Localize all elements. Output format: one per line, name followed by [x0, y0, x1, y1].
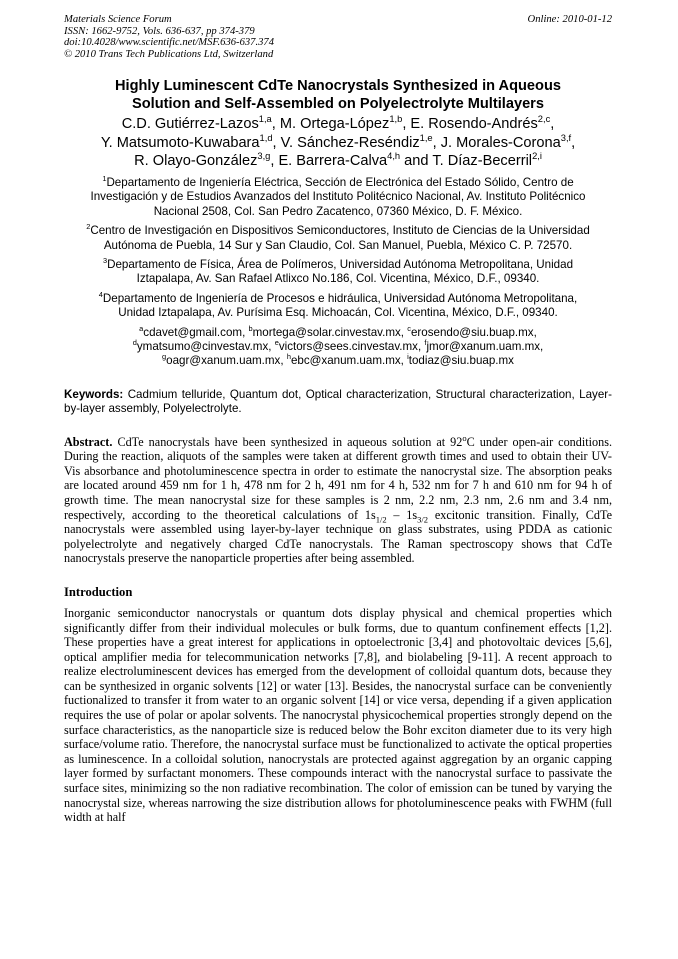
email-address: jmor@xanum.uam.mx, [426, 339, 544, 353]
author-separator: , [571, 134, 576, 151]
affiliation-line [64, 258, 612, 272]
author-list [64, 115, 612, 171]
author-affiliation-mark: 1,d [259, 133, 273, 144]
email-address: erosendo@siu.buap.mx, [410, 325, 537, 339]
author-affiliation-mark: 1,e [419, 133, 433, 144]
author-name: Y. Matsumoto-Kuwabara [100, 134, 260, 151]
affiliation-1 [64, 176, 612, 219]
author-separator: , [271, 116, 280, 133]
author-affiliation-mark: 2,i [532, 151, 542, 162]
author-line [64, 134, 612, 153]
email-address: victors@sees.cinvestav.mx [278, 339, 418, 353]
abstract-text: excitonic transition. Finally, CdTe nanocrystals were assembled using layer-by-layer technique on glass substrates, using PDDA as cationic polyelectrolyte and negatively charged CdTe nanocrystals. The Raman spectroscopy shows that CdTe nanocrystals preserve the nanoparticle properties after being assembled. [64, 507, 612, 566]
author-affiliation-mark: 2,c [537, 114, 551, 125]
author-name: E. Rosendo-Andrés [410, 116, 538, 133]
affiliation-mark: 2 [86, 222, 91, 232]
email-separator: , [400, 325, 408, 339]
journal-doi: doi:10.4028/www.scientific.net/MSF.636-637.374 [64, 37, 274, 49]
keywords-label: Keywords: [64, 387, 124, 401]
email-address: cdavet@gmail.com [143, 325, 243, 339]
paper-title-line: Solution and Self-Assembled on Polyelectrolyte Multilayers [132, 96, 544, 113]
affiliation-line: Iztapalapa, Av. San Rafael Atlixco No.186, Col. Vicentina, México, D.F., 09340. [136, 272, 540, 286]
author-affiliation-mark: 4,h [387, 151, 401, 162]
email-mark: a [139, 323, 144, 333]
email-address: mortega@solar.cinvestav.mx [252, 325, 401, 339]
affiliation-mark: 4 [98, 289, 103, 299]
email-address: todiaz@siu.buap.mx [408, 354, 514, 368]
author-separator: , [270, 153, 279, 170]
abstract [64, 432, 613, 566]
author-separator: , [272, 134, 281, 151]
email-line [64, 354, 612, 368]
affiliation-3 [64, 258, 612, 287]
email-separator: , [417, 339, 425, 353]
author-separator: and [400, 153, 433, 170]
affiliation-text: Centro de Investigación en Dispositivos Semiconductores, Instituto de Ciencias de la Universidad [90, 224, 590, 238]
affiliation-line: Investigación y de Estudios Avanzados del Instituto Politécnico Nacional, Av. Instituto Politécnico [90, 190, 586, 204]
email-address: ebc@xanum.uam.mx [290, 354, 401, 368]
journal-name: Materials Science Forum [64, 14, 172, 25]
affiliation-text: Departamento de Ingeniería de Procesos e hidráulica, Universidad Autónoma Metropolitana, [102, 291, 578, 305]
email-mark: f [424, 338, 427, 348]
author-name: E. Barrera-Calva [278, 153, 388, 170]
affiliation-line: Nacional 2508, Col. San Pedro Zacatenco, 07360 México, D. F. México. [153, 204, 523, 218]
email-mark: i [407, 352, 409, 362]
author-separator: , [432, 134, 441, 151]
journal-issn: ISSN: 1662-9752, Vols. 636-637, pp 374-379 [64, 25, 255, 37]
subscript: 1/2 [375, 513, 387, 524]
email-separator: , [242, 325, 249, 339]
keywords-text: Cadmium telluride, Quantum dot, Optical characterization, Structural characterization, Layer-by-layer assembly, Polyelectrolyte. [64, 387, 612, 416]
abstract-text: – 1s [386, 507, 418, 522]
journal-header [64, 14, 612, 60]
affiliation-line [64, 176, 612, 190]
email-mark: h [286, 352, 291, 362]
paper-title-line: Highly Luminescent CdTe Nanocrystals Synthesized in Aqueous [114, 78, 561, 95]
affiliation-line: Autónoma de Puebla, 14 Sur y San Claudio, Col. San Manuel, Puebla, México C. P. 72570. [103, 238, 573, 252]
author-line [64, 115, 612, 134]
journal-copyright: © 2010 Trans Tech Publications Ltd, Switzerland [64, 48, 274, 60]
author-affiliation-mark: 1,a [258, 114, 272, 125]
author-separator: , [402, 116, 411, 133]
email-mark: b [248, 323, 253, 333]
abstract-label: Abstract. [64, 434, 113, 449]
author-name: V. Sánchez-Reséndiz [280, 134, 420, 151]
email-mark: c [407, 323, 411, 333]
author-emails [64, 323, 612, 369]
keywords [64, 388, 612, 417]
email-address: oagr@xanum.uam.mx [166, 354, 281, 368]
online-date: Online: 2010-01-12 [527, 14, 612, 25]
email-address: ymatsumo@cinvestav.mx [136, 339, 269, 353]
author-name: M. Ortega-López [279, 116, 390, 133]
affiliation-line: Unidad Iztapalapa, Av. Purísima Esq. Michoacán, Col. Vicentina, México, D.F., 09340. [118, 306, 558, 320]
degree-mark: o [462, 432, 467, 443]
author-name: R. Olayo-González [134, 153, 258, 170]
email-mark: g [162, 352, 167, 362]
abstract-text: CdTe nanocrystals have been synthesized in aqueous solution at 92 [117, 434, 463, 449]
paper-title [64, 77, 612, 113]
email-line [64, 340, 612, 354]
email-separator: , [400, 354, 408, 368]
author-separator: , [550, 116, 555, 133]
email-line [64, 323, 612, 340]
email-mark: d [132, 338, 137, 348]
affiliation-4 [64, 289, 612, 321]
affiliation-line [64, 289, 612, 306]
author-name: C.D. Gutiérrez-Lazos [121, 116, 259, 133]
affiliation-text: Departamento de Ingeniería Eléctrica, Sección de Electrónica del Estado Sólido, Centro de [106, 175, 574, 189]
author-affiliation-mark: 1,b [389, 114, 403, 125]
affiliation-mark: 3 [102, 256, 108, 266]
affiliation-2 [64, 224, 612, 253]
subscript: 3/2 [417, 513, 429, 524]
introduction-heading: Introduction [64, 584, 133, 599]
abstract-text: C under open-air conditions. During the reaction, aliquots of the samples were taken at different growth times and used to obtain their UV-Vis absorbance and photoluminescence spectra in order to estimate the nanocrystal size. The absorption peaks are located around 459 nm for 1 h, 478 nm for 2 h, 491 nm for 4 h, 532 nm for 7 h and 610 nm for 94 h of growth time. The mean nanocrystal size for these samples is 2 nm, 2.2 nm, 2.3 nm, 2.6 nm and 3.4 nm, respectively, according to the theoretical calculations of 1s [64, 434, 613, 522]
author-name: T. Díaz-Becerril [432, 153, 533, 170]
email-separator: , [280, 354, 287, 368]
author-affiliation-mark: 3,g [257, 151, 271, 162]
introduction-text: Inorganic semiconductor nanocrystals or quantum dots display physical and chemical properties which significantly differ from their individual molecules or bulk forms, due to quantum confinement effects [1,2]. These properties have a great interest for applications in optoelectronic [3,4] and photovoltaic devices [5,6], optical amplifier media for telecommunication networks [7,8], and biolabeling [9-11]. A recent approach to realize electroluminescent devices has emerged from the development of colloidal quantum dots, because they can be synthesized in organic solvents [12] or water [13]. Besides, the nanocrystal surface can be conveniently fuctionalized to transfer it from water to an organic solvent [14] or vice versa, depending if a given application requires the use of polar or apolar solvents. The nanocrystal physicochemical properties strongly depend on the surface characteristics, as the nanoparticle size is reduced below the Bohr exciton diameter due to its very high surface/volume ratio. Therefore, the nanocrystal surface must be functionalized to activate the optical properties as luminescence. In a colloidal solution, nanocrystals are protected against aggregation by an organic capping layer formed by surfactant monomers. These compounds interact with the nanocrystal surface to passivate the surface sites, minimizing so the non radiative recombination. The color of emission can be tuned by varying the nanocrystal size, whereas narrowing the size distribution allows for photoluminescence peaks with FWHM (full width at half [64, 605, 612, 825]
affiliation-mark: 1 [102, 174, 107, 184]
author-affiliation-mark: 3,f [560, 133, 572, 144]
affiliation-line [64, 224, 612, 238]
author-line [64, 152, 612, 171]
email-mark: e [274, 338, 279, 348]
email-separator: , [268, 339, 275, 353]
affiliation-text: Departamento de Física, Área de Polímeros, Universidad Autónoma Metropolitana, Unidad [107, 257, 574, 271]
author-name: J. Morales-Corona [440, 134, 561, 151]
